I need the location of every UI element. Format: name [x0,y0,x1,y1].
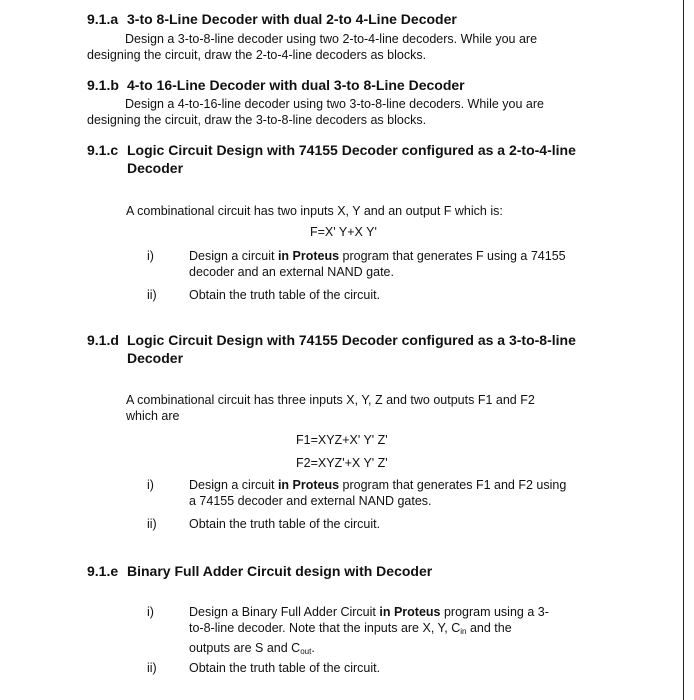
section-heading-9-1-a [87,10,647,28]
item-number: ii) [147,661,157,675]
section-number: 9.1.b [87,77,119,93]
item-text: Obtain the truth table of the circuit. [189,288,381,302]
intro-text: A combinational circuit has two inputs X, Y and an output F which is: [126,204,503,218]
section-body-9-1-a [87,31,607,63]
item-text-line: a 74155 decoder and external NAND gates. [189,494,432,508]
item-text-part: to-8-line decoder. Note that the inputs are X, Y, C [189,621,461,635]
item-text-part: Design a Binary Full Adder Circuit [189,605,380,619]
item-text-bold: in Proteus [379,605,441,619]
section-number: 9.1.d [87,332,119,348]
section-title-line: Logic Circuit Design with 74155 Decoder configured as a 3-to-8-line [127,332,576,348]
item-number: i) [147,249,154,263]
item-text [189,248,619,280]
item-text [189,604,619,660]
body-line: designing the circuit, draw the 3-to-8-line decoders as blocks. [87,113,427,127]
equation-f: F=X' Y+X Y' [310,225,377,239]
item-text-bold: in Proteus [277,478,340,492]
equation-f1: F1=XYZ+X' Y' Z' [296,433,388,447]
item-text: Obtain the truth table of the circuit. [189,517,381,531]
section-heading-9-1-e [87,562,647,580]
section-heading-9-1-b [87,76,647,94]
intro-line: which are [126,409,180,423]
section-number: 9.1.e [87,563,119,579]
item-text-line: decoder and an external NAND gate. [189,265,394,279]
section-heading-9-1-d [87,331,647,367]
item-text [189,477,619,509]
item-text-part: program that generates F1 and F2 using [339,478,567,492]
section-heading-9-1-c [87,141,647,177]
subscript-in: in [460,627,467,636]
equation-f2: F2=XYZ'+X Y' Z' [296,456,388,470]
item-text-bold: in Proteus [277,249,340,263]
item-number: i) [147,605,154,619]
page-border-right [683,0,684,700]
section-title-line: Decoder [127,160,184,176]
body-line: Design a 4-to-16-line decoder using two 3-to-8-line decoders. While you are [125,97,544,111]
body-line: Design a 3-to-8-line decoder using two 2-to-4-line decoders. While you are [125,32,538,46]
subscript-out: out [300,647,312,656]
item-text-part: outputs are S and C [189,641,301,655]
item-text: Obtain the truth table of the circuit. [189,661,381,675]
section-number: 9.1.a [87,11,119,27]
intro-text [126,392,606,424]
section-title-line: Logic Circuit Design with 74155 Decoder configured as a 2-to-4-line [127,142,576,158]
section-number: 9.1.c [87,142,119,158]
item-text-part: Design a circuit [189,478,278,492]
item-text-part: program using a 3- [440,605,549,619]
section-body-9-1-b [87,96,607,128]
intro-line: A combinational circuit has three inputs X, Y, Z and two outputs F1 and F2 [126,393,535,407]
item-number: i) [147,478,154,492]
item-text-part: Design a circuit [189,249,278,263]
body-line: designing the circuit, draw the 2-to-4-line decoders as blocks. [87,48,427,62]
item-text-part: . [311,641,315,655]
item-text-part: and the [466,621,512,635]
section-title-line: Decoder [127,350,184,366]
section-title: Binary Full Adder Circuit design with Decoder [127,563,433,579]
item-number: ii) [147,517,157,531]
section-title: 4-to 16-Line Decoder with dual 3-to 8-Line Decoder [127,77,465,93]
item-number: ii) [147,288,157,302]
section-title: 3-to 8-Line Decoder with dual 2-to 4-Line Decoder [127,11,457,27]
item-text-part: program that generates F using a 74155 [339,249,566,263]
